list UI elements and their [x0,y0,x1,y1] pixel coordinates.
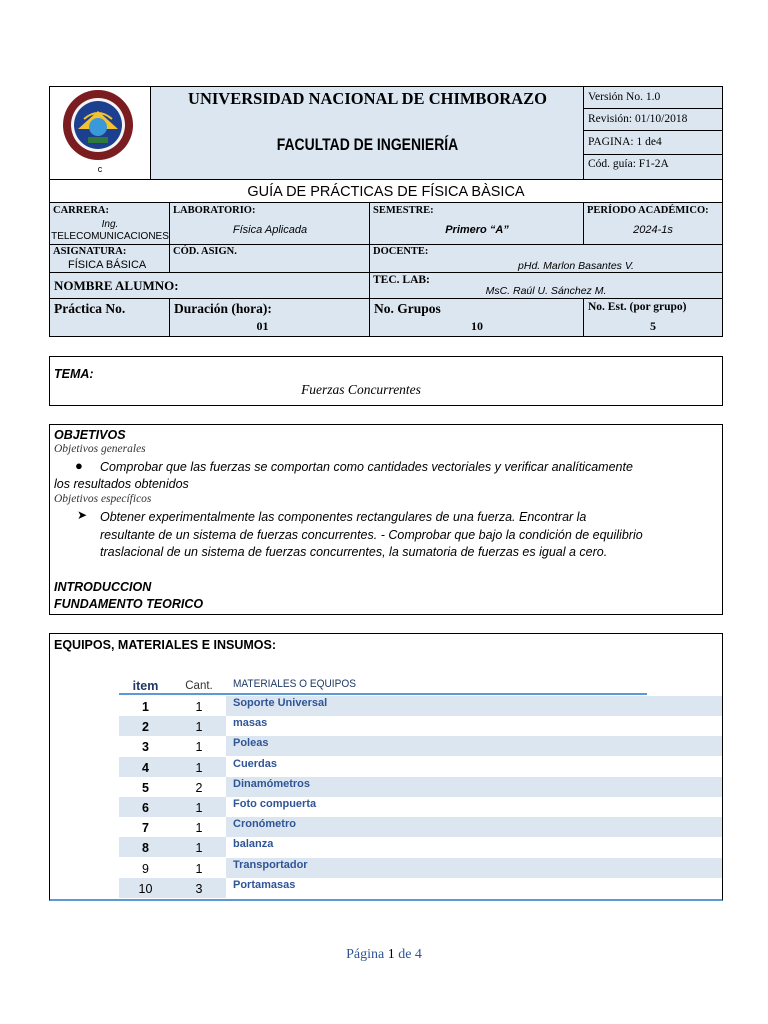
guide-title-row [50,179,722,203]
specific-objective-line3: traslacional de un sistema de fuerzas concurrentes, la sumatoria de fuerzas es igual a cero. [100,545,608,559]
item-quantity: 1 [172,837,226,857]
item-number: 9 [119,858,172,878]
logo-cell [50,87,151,179]
item-quantity: 1 [172,736,226,756]
university-name: UNIVERSIDAD NACIONAL DE CHIMBORAZO [188,89,547,108]
meta-page: PAGINA: 1 de4 [584,131,722,155]
row-filler [647,878,722,898]
logo-caption: c [97,164,103,174]
item-number: 5 [119,777,172,797]
table-row [119,797,722,817]
item-material: masas [226,716,647,736]
item-quantity: 3 [172,878,226,898]
title-cell [151,87,584,179]
table-row [119,878,722,898]
footer-word: Página [346,947,385,962]
item-quantity: 1 [172,696,226,716]
item-quantity: 1 [172,757,226,777]
teclab-cell: TEC. LAB: MsC. Raúl U. Sánchez M. [370,273,722,299]
item-quantity: 1 [172,797,226,817]
page-footer [0,947,768,963]
grupos-cell: No. Grupos 10 [370,299,584,336]
footer-current: 1 [387,947,395,962]
materials-heading: EQUIPOS, MATERIALES E INSUMOS: [54,638,277,652]
item-number: 10 [119,878,172,898]
row-filler [647,777,722,797]
faculty-name: FACULTAD DE INGENIERÍA [276,135,459,154]
table-row [119,757,722,777]
row-filler [647,736,722,756]
footer-of: de [398,947,412,962]
item-material: Transportador [226,858,647,878]
table-row [119,858,722,878]
objetivos-box [49,424,723,615]
footer-total: 4 [414,947,422,962]
meta-revision: Revisión: 01/10/2018 [584,109,722,131]
row-filler [647,797,722,817]
meta-version: Versión No. 1.0 [584,87,722,109]
item-material: balanza [226,837,647,857]
header-rule [119,693,647,695]
guide-title: GUÍA DE PRÁCTICAS DE FÍSICA BÀSICA [247,184,525,200]
item-material: Cuerdas [226,757,647,777]
item-number: 6 [119,797,172,817]
arrow-bullet-icon: ➤ [77,508,88,522]
general-objective-line1: Comprobar que las fuerzas se comportan como cantidades vectoriales y verificar analíticamente [100,460,633,474]
meta-code: Cód. guía: F1-2A [584,155,722,179]
table-row [119,817,722,837]
item-number: 7 [119,817,172,837]
table-row [119,837,722,857]
item-material: Dinamómetros [226,777,647,797]
specific-objective-line1: Obtener experimentalmente las componentes rectangulares de una fuerza. Encontrar la [100,510,587,524]
docente-cell: DOCENTE: pHd. Marlon Basantes V. [370,245,722,273]
item-number: 8 [119,837,172,857]
alumno-cell: NOMBRE ALUMNO: [50,273,370,299]
item-material: Poleas [226,736,647,756]
item-material: Foto compuerta [226,797,647,817]
semestre-cell: SEMESTRE: Primero “A” [370,203,584,245]
row-filler [647,837,722,857]
row-filler [647,817,722,837]
item-number: 2 [119,716,172,736]
fundamento-heading: FUNDAMENTO TEORICO [54,597,204,611]
carrera-cell: CARRERA: Ing. TELECOMUNICACIONES [50,203,170,245]
tema-value: Fuerzas Concurrentes [301,382,421,397]
item-quantity: 1 [172,858,226,878]
objetivos-heading: OBJETIVOS [54,428,126,442]
item-quantity: 1 [172,817,226,837]
introduccion-heading: INTRODUCCION [54,580,152,594]
col-header-materials: MATERIALES O EQUIPOS [233,678,356,690]
item-quantity: 2 [172,777,226,797]
col-header-item: item [132,679,159,693]
university-seal-icon [60,89,136,161]
general-objective-line2: los resultados obtenidos [54,477,189,491]
item-quantity: 1 [172,716,226,736]
est-cell: No. Est. (por grupo) 5 [584,299,722,336]
item-number: 3 [119,736,172,756]
specific-label: Objetivos específicos [54,493,152,505]
item-number: 4 [119,757,172,777]
cod-asign-cell: CÓD. ASIGN. [170,245,370,273]
item-material: Portamasas [226,878,647,898]
table-row [119,696,722,716]
practica-cell: Práctica No. [50,299,170,336]
table-row [119,736,722,756]
item-material: Cronómetro [226,817,647,837]
lab-cell: LABORATORIO: Física Aplicada [170,203,370,245]
row-filler [647,716,722,736]
tema-label: TEMA: [54,367,94,381]
general-label: Objetivos generales [54,443,146,455]
row-filler [647,858,722,878]
item-material: Soporte Universal [226,696,647,716]
col-header-cant: Cant. [185,680,213,692]
row-filler [647,696,722,716]
tema-box [49,356,723,406]
row-filler [647,757,722,777]
specific-objective-line2: resultante de un sistema de fuerzas concurrentes. - Comprobar que bajo la condición de equilibrio [100,528,643,542]
item-number: 1 [119,696,172,716]
table-row [119,716,722,736]
periodo-cell: PERÍODO ACADÉMICO: 2024-1s [584,203,722,245]
duracion-cell: Duración (hora): 01 [170,299,370,336]
bullet-icon: ● [75,458,83,473]
table-row [119,777,722,797]
asignatura-cell: ASIGNATURA: FÍSICA BÁSICA [50,245,170,273]
